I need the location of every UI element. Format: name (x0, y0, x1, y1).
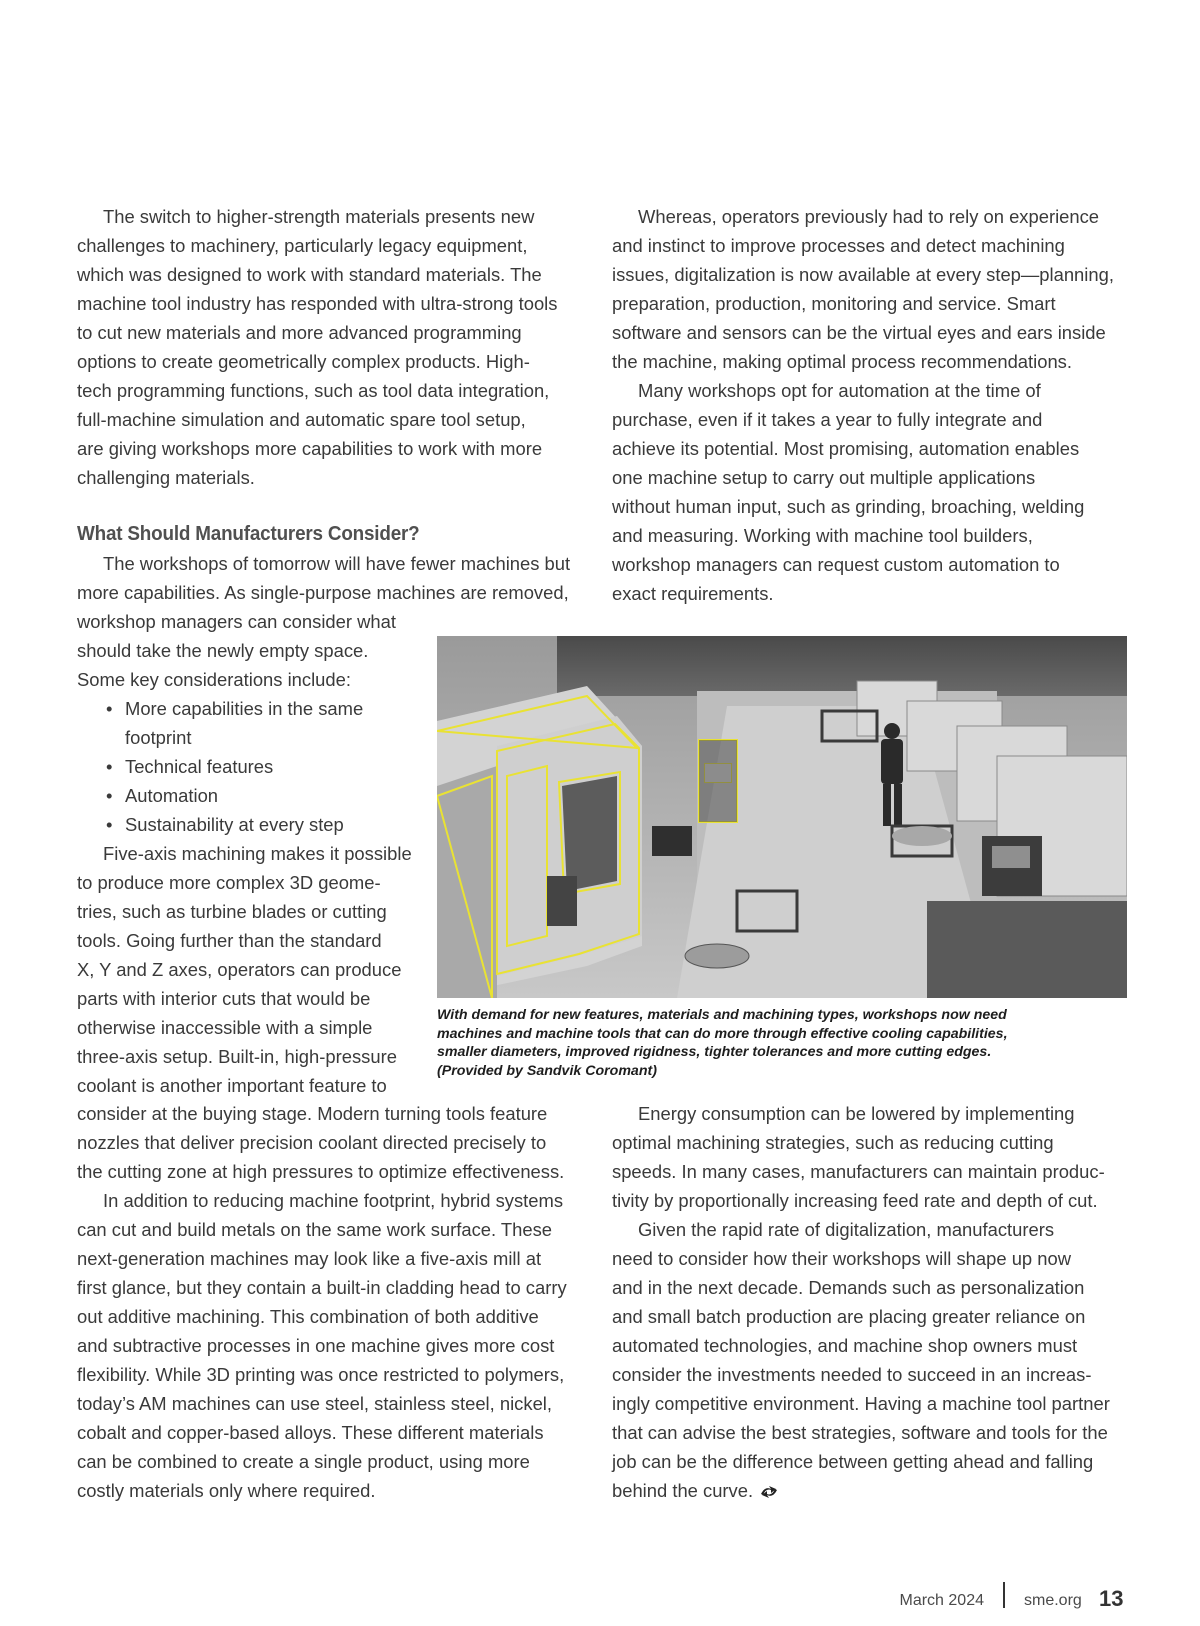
text-line: the machine, making optimal process recommendations. (612, 351, 1072, 372)
text-line: without human input, such as grinding, broaching, welding (612, 496, 1085, 517)
workshop-photo (437, 636, 1127, 998)
text-line: exact requirements. (612, 583, 774, 604)
text-line: and in the next decade. Demands such as personalization (612, 1277, 1085, 1298)
text-line: and subtractive processes in one machine gives more cost (77, 1335, 555, 1356)
text-line: Five-axis machining makes it possible (103, 843, 412, 864)
text-line: achieve its potential. Most promising, automation enables (612, 438, 1080, 459)
text-line: tivity by proportionally increasing feed rate and depth of cut. (612, 1190, 1098, 1211)
text-line: Energy consumption can be lowered by implementing (638, 1103, 1075, 1124)
text-line: are giving workshops more capabilities to work with more (77, 438, 543, 459)
text-line: and measuring. Working with machine tool builders, (612, 525, 1033, 546)
text-line: full-machine simulation and automatic spare tool setup, (77, 409, 526, 430)
end-of-article-icon (759, 1485, 779, 1499)
text-line: next-generation machines may look like a five-axis mill at (77, 1248, 542, 1269)
text-line: one machine setup to carry out multiple applications (612, 467, 1036, 488)
section-heading: What Should Manufacturers Consider? (77, 522, 420, 545)
bullet-text: • Automation (125, 785, 219, 806)
text-line: to cut new materials and more advanced programming (77, 322, 522, 343)
text-line: out additive machining. This combination of both additive (77, 1306, 539, 1327)
text-line: Many workshops opt for automation at the time of (638, 380, 1041, 401)
text-line: Whereas, operators previously had to rely on experience (638, 206, 1100, 227)
text-line: today’s AM machines can use steel, stainless steel, nickel, (77, 1393, 552, 1414)
col1-bottom-block (77, 1099, 567, 1505)
text-line: Some key considerations include: (77, 669, 351, 690)
text-line: tech programming functions, such as tool data integration, (77, 380, 550, 401)
text-line: optimal machining strategies, such as reducing cutting (612, 1132, 1054, 1153)
text-line: to produce more complex 3D geome- (77, 872, 381, 893)
text-line: The switch to higher-strength materials presents new (103, 206, 535, 227)
bullet-text: • Technical features (125, 756, 274, 777)
caption-line: machines and machine tools that can do more through effective cooling capabilities, (437, 1025, 1008, 1042)
text-line: issues, digitalization is now available at every step—planning, (612, 264, 1114, 285)
text-line: options to create geometrically complex products. High- (77, 351, 530, 372)
text-line: The workshops of tomorrow will have fewer machines but (103, 553, 571, 574)
text-line: nozzles that deliver precision coolant directed precisely to (77, 1132, 547, 1153)
text-line: coolant is another important feature to (77, 1075, 387, 1096)
text-line: first glance, but they contain a built-in cladding head to carry (77, 1277, 567, 1298)
page-number: 13 (1099, 1586, 1124, 1611)
text-line: machine tool industry has responded with ultra-strong tools (77, 293, 558, 314)
text-line: cobalt and copper-based alloys. These different materials (77, 1422, 544, 1443)
text-line: can be combined to create a single product, using more (77, 1451, 530, 1472)
workshop-illustration (437, 636, 1127, 998)
text-line: tools. Going further than the standard (77, 930, 382, 951)
text-line: behind the curve. (612, 1476, 1110, 1505)
text-line: and instinct to improve processes and detect machining (612, 235, 1065, 256)
text-line: need to consider how their workshops will shape up now (612, 1248, 1072, 1269)
text-line: costly materials only where required. (77, 1480, 376, 1501)
text-line: software and sensors can be the virtual eyes and ears inside (612, 322, 1106, 343)
text-line: that can advise the best strategies, software and tools for the (612, 1422, 1108, 1443)
text-line: preparation, production, monitoring and service. Smart (612, 293, 1056, 314)
text-line: and small batch production are placing greater reliance on (612, 1306, 1086, 1327)
caption-line: smaller diameters, improved rigidness, tighter tolerances and more cutting edges. (437, 1044, 992, 1060)
caption-line: With demand for new features, materials and machining types, workshops now need (437, 1007, 1007, 1023)
footer-site: sme.org (1024, 1592, 1082, 1609)
col1-top-paragraph (77, 202, 557, 492)
text-line: tries, such as turbine blades or cutting (77, 901, 387, 922)
text-line: workshop managers can request custom automation to (612, 554, 1060, 575)
text-line: Given the rapid rate of digitalization, manufacturers (638, 1219, 1055, 1240)
footer-separator (1003, 1582, 1005, 1608)
text-line: X, Y and Z axes, operators can produce (77, 959, 402, 980)
col2-bottom-block (612, 1099, 1110, 1505)
text-line: which was designed to work with standard materials. The (77, 264, 542, 285)
bullet-text: • More capabilities in the same (125, 698, 364, 719)
text-line: flexibility. While 3D printing was once restricted to polymers, (77, 1364, 565, 1385)
figure-caption (437, 1006, 1127, 1080)
bullet-text: footprint (125, 727, 192, 748)
text-line: In addition to reducing machine footprint, hybrid systems (103, 1190, 564, 1211)
text-line: parts with interior cuts that would be (77, 988, 371, 1009)
text-line: speeds. In many cases, manufacturers can maintain produc- (612, 1161, 1105, 1182)
text-line: ingly competitive environment. Having a machine tool partner (612, 1393, 1110, 1414)
text-line: challenges to machinery, particularly legacy equipment, (77, 235, 528, 256)
col2-top-block (612, 202, 1114, 608)
text-line: job can be the difference between getting ahead and falling (612, 1451, 1094, 1472)
text-line: challenging materials. (77, 467, 255, 488)
text-line: otherwise inaccessible with a simple (77, 1017, 373, 1038)
text-line: three-axis setup. Built-in, high-pressure (77, 1046, 397, 1067)
text-line: can cut and build metals on the same work surface. These (77, 1219, 553, 1240)
text-line: should take the newly empty space. (77, 640, 369, 661)
text-line: consider at the buying stage. Modern turning tools feature (77, 1103, 548, 1124)
bullet-text: • Sustainability at every step (125, 814, 344, 835)
text-line: purchase, even if it takes a year to fully integrate and (612, 409, 1043, 430)
text-line: consider the investments needed to succeed in an increas- (612, 1364, 1092, 1385)
text-line: automated technologies, and machine shop owners must (612, 1335, 1078, 1356)
text-line: workshop managers can consider what (77, 611, 396, 632)
footer-date: March 2024 (899, 1592, 984, 1609)
caption-line: (Provided by Sandvik Coromant) (437, 1062, 657, 1079)
text-line: more capabilities. As single-purpose machines are removed, (77, 582, 569, 603)
text-line: the cutting zone at high pressures to optimize effectiveness. (77, 1161, 565, 1182)
